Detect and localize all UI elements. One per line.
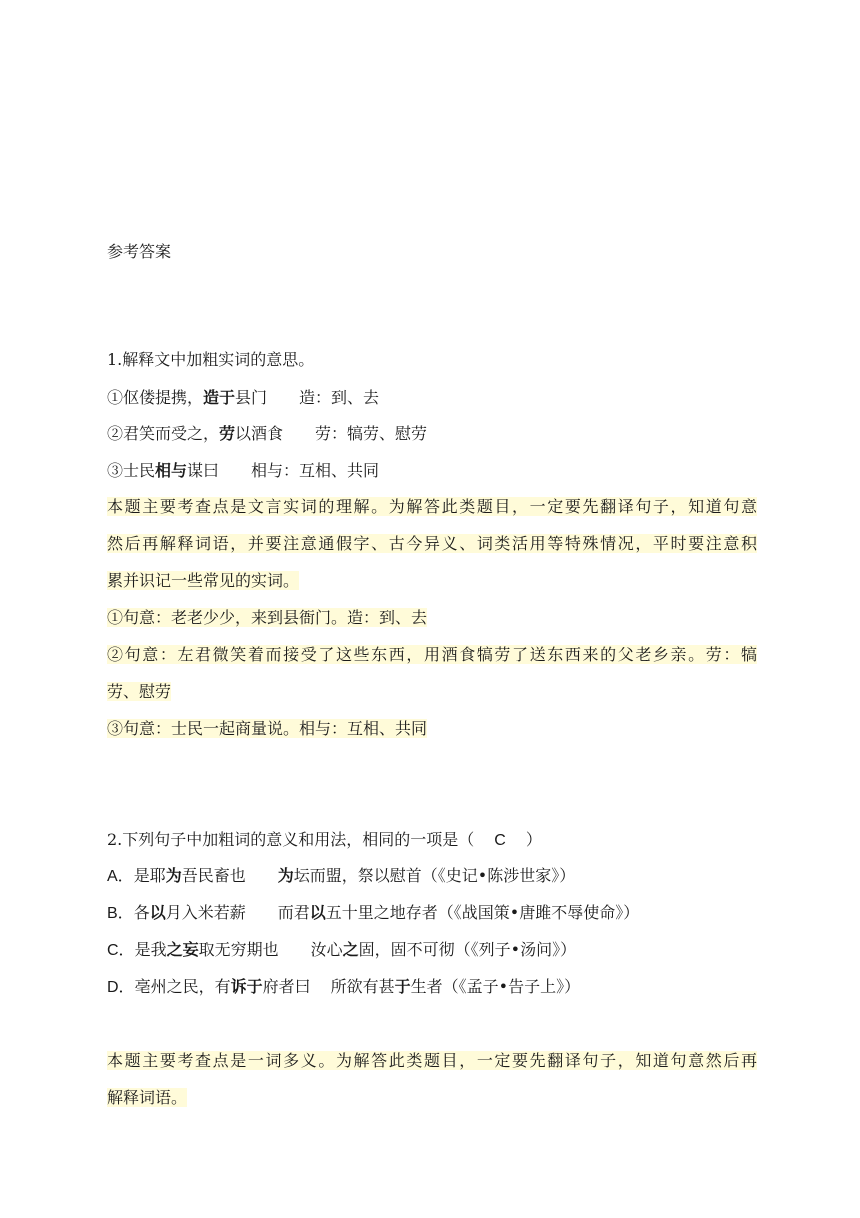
q1-item-2-pre: ②君笑而受之， (107, 424, 220, 443)
q1-item-2-post: 以酒食 (235, 424, 284, 443)
q1-analysis-line-2: 然后再解释词语，并要注意通假字、古今异义、词类活用等特殊情况，平时要注意积 (107, 534, 757, 553)
option-letter: D． (107, 979, 135, 996)
q2-option-b: B．各以月入米若薪 而君以五十里之地存者（《战国策•唐雎不辱使命》） (107, 903, 640, 922)
q1-item-2-bold-word: 劳 (219, 424, 236, 443)
q1-item-3-answer: 相与：互相、共同 (251, 461, 380, 480)
bold-word: 之妄 (166, 940, 199, 959)
q2-answer: C (494, 832, 506, 849)
q1-item-1-pre: ①伛偻提携， (107, 388, 204, 407)
q1-item-3-bold-word: 相与 (155, 461, 188, 480)
q1-item-1-answer: 造：到、去 (299, 388, 380, 407)
q1-item-2 (107, 422, 427, 446)
q2-question-close: ） (525, 830, 542, 849)
q1-item-1-bold-word: 造于 (203, 388, 236, 407)
q1-analysis-line-1: 本题主要考查点是文言实词的理解。为解答此类题目，一定要先翻译句子，知道句意 (107, 497, 757, 516)
q2-option-c: C．是我之妄取无穷期也 汝心之固，固不可彻（《列子•汤问》） (107, 940, 577, 959)
q1-item-3 (107, 459, 379, 483)
bold-word: 诉于 (230, 977, 263, 996)
q1-explanation-2-cont: 劳、慰劳 (107, 682, 172, 701)
option-letter: B． (107, 905, 134, 922)
bold-word: 为 (277, 866, 294, 885)
page-title: 参考答案 (107, 242, 172, 261)
q1-item-3-post: 谋曰 (187, 461, 220, 480)
q1-explanation-2: ②句意：左君微笑着而接受了这些东西，用酒食犒劳了送东西来的父老乡亲。劳：犒 (107, 645, 757, 664)
q1-item-3-pre: ③士民 (107, 461, 156, 480)
bold-word: 之 (342, 940, 359, 959)
option-letter: C． (107, 942, 135, 959)
q2-question-text: 2.下列句子中加粗词的意义和用法，相同的一项是（ (107, 830, 475, 849)
bold-word: 于 (394, 977, 411, 996)
bold-word: 以 (149, 903, 166, 922)
q2-analysis-line-1: 本题主要考查点是一词多义。为解答此类题目，一定要先翻译句子，知道句意然后再 (107, 1051, 757, 1070)
option-letter: A． (107, 868, 134, 885)
q1-item-1-post: 县门 (235, 388, 268, 407)
q1-analysis-line-3: 累并识记一些常见的实词。 (107, 571, 300, 590)
q1-explanation-1: ①句意：老老少少，来到县衙门。造：到、去 (107, 608, 428, 627)
q1-item-1 (107, 386, 379, 410)
q2-question (107, 828, 542, 852)
q2-option-a: A．是耶为吾民畜也 为坛而盟，祭以慰首（《史记•陈涉世家》） (107, 866, 576, 885)
q1-question: 1.解释文中加粗实词的意思。 (107, 350, 315, 369)
bold-word: 为 (165, 866, 182, 885)
q1-item-2-answer: 劳：犒劳、慰劳 (315, 424, 428, 443)
q1-explanation-3: ③句意：士民一起商量说。相与：互相、共同 (107, 719, 428, 738)
q2-analysis-line-2: 解释词语。 (107, 1088, 188, 1107)
q2-option-d: D．亳州之民，有诉于府者曰 所欲有甚于生者（《孟子•告子上》） (107, 977, 581, 996)
bold-word: 以 (309, 903, 326, 922)
